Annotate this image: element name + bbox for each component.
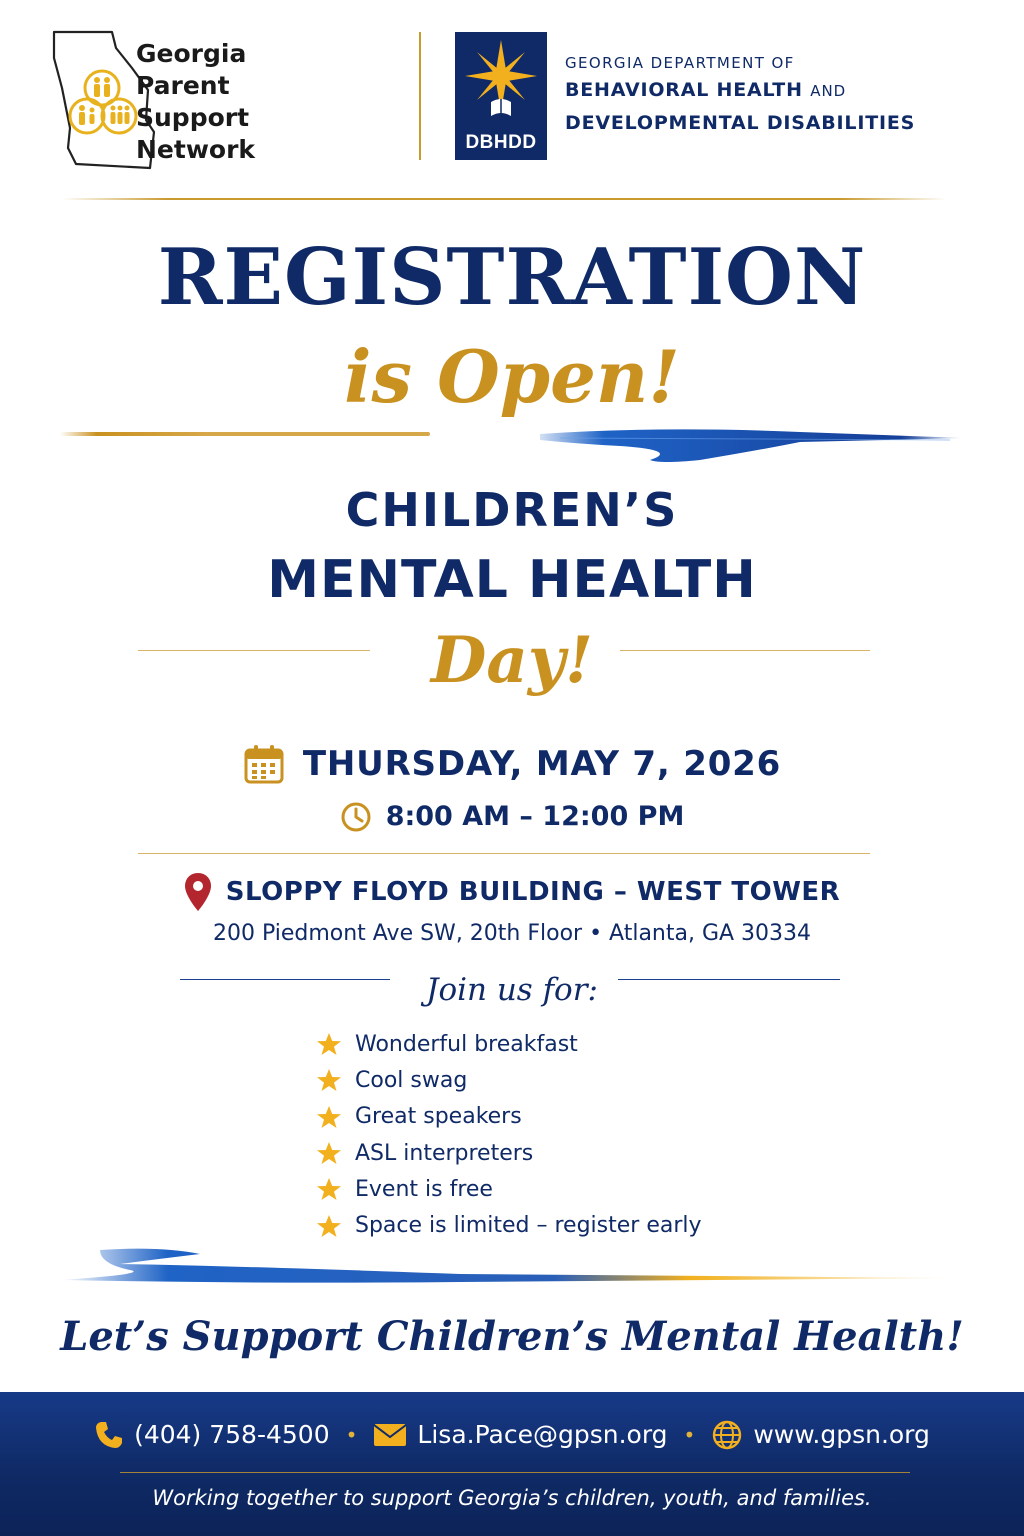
feature-item [316, 1099, 702, 1135]
feature-label: Wonderful breakfast [355, 1031, 578, 1057]
phone-contact[interactable] [94, 1412, 330, 1458]
join-us-title: Join us for: [426, 972, 598, 1008]
dbhdd-line-3: DEVELOPMENTAL DISABILITIES [565, 112, 916, 134]
star-icon [316, 1214, 342, 1238]
website-url[interactable]: www.gpsn.org [753, 1420, 930, 1449]
dbhdd-line-2-suffix: AND [810, 82, 847, 100]
envelope-icon [373, 1423, 407, 1447]
dbhdd-organization-name [565, 52, 915, 139]
dbhdd-line-1: GEORGIA DEPARTMENT OF [565, 54, 795, 72]
event-location-row [0, 870, 1024, 914]
event-title-line-2: MENTAL HEALTH [267, 550, 757, 610]
star-icon [316, 1177, 342, 1201]
feature-label: Cool swag [355, 1067, 468, 1093]
feature-label: Space is limited – register early [355, 1213, 702, 1239]
footer-rule [120, 1472, 910, 1473]
event-location-address: 200 Piedmont Ave SW, 20th Floor • Atlanta, GA 30334 [212, 921, 812, 946]
dbhdd-logo [455, 32, 547, 160]
star-burst-icon [455, 32, 547, 128]
feature-list [316, 1026, 702, 1244]
footer-note: Working together to support Georgia’s children, youth, and families. [152, 1486, 872, 1510]
star-icon [316, 1068, 342, 1092]
feature-item [316, 1207, 702, 1243]
clock-icon [340, 801, 372, 833]
feature-label: ASL interpreters [355, 1140, 534, 1166]
event-date-row [0, 738, 1024, 790]
dbhdd-line-2-main: BEHAVIORAL HEALTH [565, 79, 803, 101]
email-address[interactable]: Lisa.Pace@gpsn.org [417, 1420, 668, 1449]
location-pin-icon [184, 872, 212, 912]
location-gold-rule [138, 853, 870, 854]
phone-icon [94, 1420, 124, 1450]
feature-item [316, 1062, 702, 1098]
email-contact[interactable] [373, 1412, 667, 1458]
feature-item [316, 1171, 702, 1207]
dbhdd-line-2 [565, 74, 915, 107]
header-gold-rule [62, 198, 946, 200]
brush-stroke-divider [60, 420, 970, 470]
contact-separator: • [683, 1423, 696, 1447]
event-time-row [0, 796, 1024, 838]
feature-label: Event is free [355, 1176, 493, 1202]
feature-item [316, 1135, 702, 1171]
feature-item [316, 1026, 702, 1062]
event-location-name: SLOPPY FLOYD BUILDING – WEST TOWER [225, 877, 841, 907]
phone-number[interactable]: (404) 758-4500 [134, 1420, 330, 1449]
gpsn-logo [50, 28, 310, 178]
star-icon [316, 1032, 342, 1056]
header-divider [419, 32, 421, 160]
gpsn-name-line: Network [136, 135, 256, 164]
event-title-line-1: CHILDREN’S [345, 483, 679, 537]
website-contact[interactable] [711, 1412, 930, 1458]
gpsn-organization-name [136, 38, 255, 166]
gpsn-name-line: Parent [136, 71, 230, 100]
brush-stroke-bottom [40, 1240, 970, 1290]
event-date: THURSDAY, MAY 7, 2026 [302, 744, 782, 784]
gpsn-name-line: Support [136, 103, 250, 132]
star-icon [316, 1105, 342, 1129]
star-icon [316, 1141, 342, 1165]
headline-registration: REGISTRATION [157, 232, 867, 323]
contact-separator: • [345, 1423, 358, 1447]
calendar-icon [243, 743, 285, 785]
event-title-line-3: Day! [430, 623, 594, 698]
event-time: 8:00 AM – 12:00 PM [385, 801, 685, 832]
footer [0, 1392, 1024, 1536]
dbhdd-logo-text: DBHDD [465, 132, 537, 153]
feature-label: Great speakers [355, 1104, 522, 1130]
gpsn-name-line: Georgia [136, 39, 247, 68]
tagline: Let’s Support Children’s Mental Health! [60, 1313, 964, 1360]
header [0, 0, 1024, 200]
headline-is-open: is Open! [344, 334, 680, 419]
globe-icon [711, 1419, 743, 1451]
contact-row [0, 1412, 1024, 1458]
